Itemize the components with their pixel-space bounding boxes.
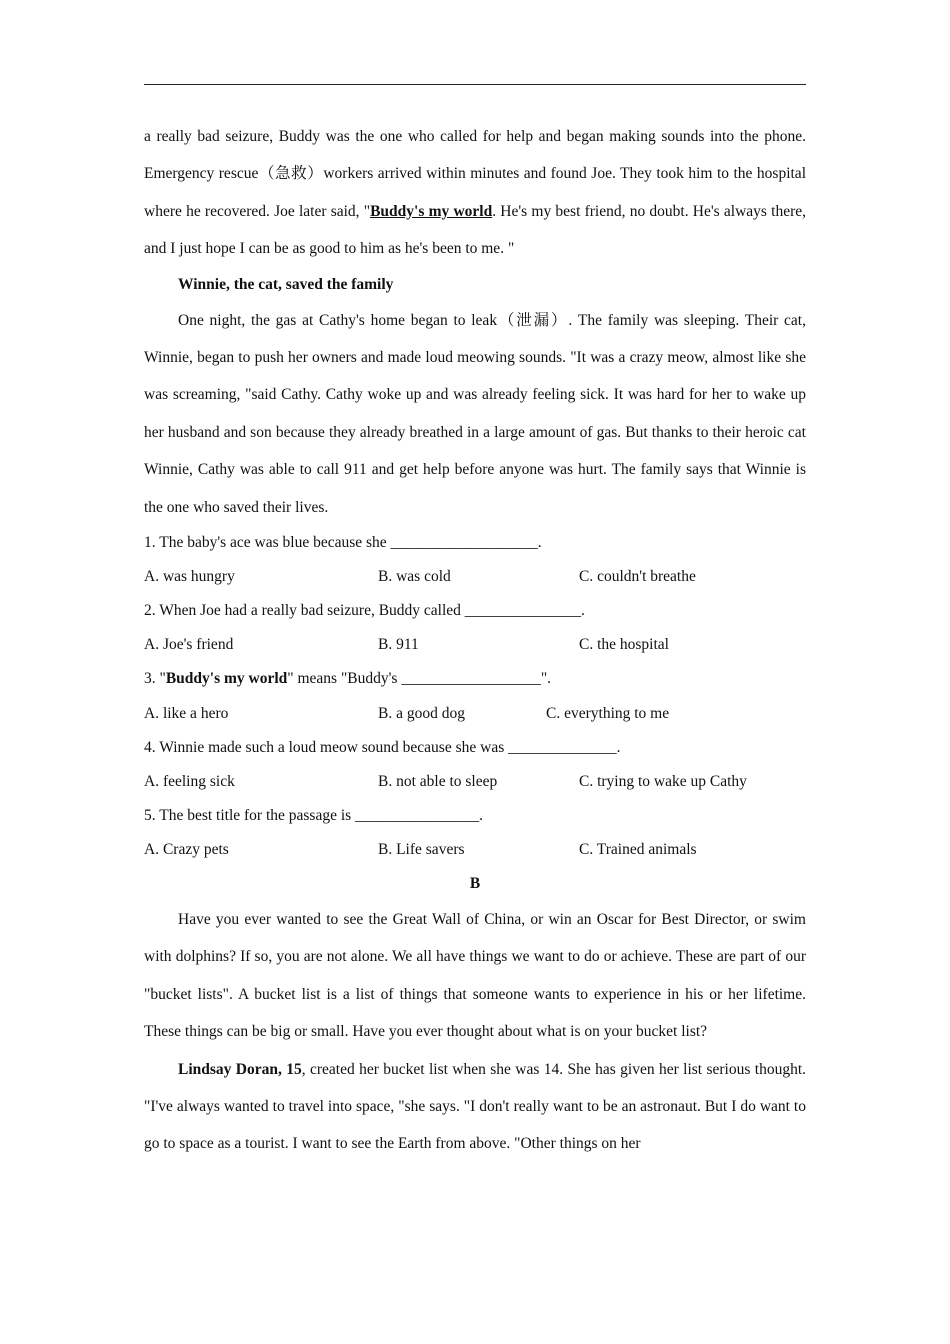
question-options xyxy=(144,628,806,662)
underlined-phrase: Buddy's my world xyxy=(370,202,493,220)
option-b: B. was cold xyxy=(378,568,451,586)
option-c: C. the hospital xyxy=(579,636,669,654)
option-b: B. Life savers xyxy=(378,840,465,858)
question-stem: 1. The baby's ace was blue because she ___________________. xyxy=(144,534,542,552)
option-c: C. couldn't breathe xyxy=(579,568,696,586)
section-heading: Winnie, the cat, saved the family xyxy=(178,275,394,293)
passage-b-paragraph-lindsay xyxy=(144,1051,806,1163)
option-a: A. Joe's friend xyxy=(144,636,234,654)
paragraph-text: . He's my best friend, no doubt. He's always there, and I just hope I can be as good to him as he's been to me. " xyxy=(144,202,807,258)
page-content xyxy=(144,118,806,1163)
question-options xyxy=(144,697,806,731)
section-letter: B xyxy=(469,875,481,892)
option-b: B. a good dog xyxy=(378,704,465,722)
question-stem xyxy=(144,662,806,696)
paragraph-text: a really bad seizure, Buddy was the one who called for help and began making sounds into the phone. Emergency rescue（急救）workers arrived within minutes and found Joe. They took him to the hospital where he recovered. Joe later said, " xyxy=(144,128,806,220)
person-name: Lindsay Doran, 15 xyxy=(178,1060,302,1078)
paragraph-text: , created her bucket list when she was 14. She has given her list serious thought. "I've always wanted to travel into space, "she says. "I don't really want to be an astronaut. But I do want to go to space as a tourist. I want to see the Earth from above. "Other things on her xyxy=(144,1060,806,1153)
question-stem-text: 3. " xyxy=(144,670,166,688)
question-stem: 4. Winnie made such a loud meow sound because she was ______________. xyxy=(144,738,621,756)
option-a: A. feeling sick xyxy=(144,772,235,790)
header-rule xyxy=(144,84,806,85)
question-options xyxy=(144,765,806,799)
question-options xyxy=(144,833,806,867)
option-a: A. Crazy pets xyxy=(144,840,229,858)
option-b: B. 911 xyxy=(378,636,419,654)
option-a: A. like a hero xyxy=(144,704,229,722)
quoted-phrase: Buddy's my world xyxy=(165,670,288,688)
passage-a-paragraph-winnie: One night, the gas at Cathy's home began to leak（泄漏）. The family was sleeping. Their cat, Winnie, began to push her owners and made loud meowing sounds. "It was a crazy meow, almost like she was screaming, "said Cathy. Cathy woke up and was already feeling sick. It was hard for her to wake up her husband and son because they already breathed in a large amount of gas. But thanks to their heroic cat Winnie, Cathy was able to call 911 and get help before anyone was hurt. The family says that Winnie is the one who saved their lives. xyxy=(144,311,806,516)
question-options xyxy=(144,560,806,594)
question-stem: 2. When Joe had a really bad seizure, Buddy called _______________. xyxy=(144,602,585,620)
option-b: B. not able to sleep xyxy=(378,772,498,790)
passage-b-paragraph-intro: Have you ever wanted to see the Great Wall of China, or win an Oscar for Best Director, or swim with dolphins? If so, you are not alone. We all have things we want to do or achieve. These are part of our "bucket lists". A bucket list is a list of things that someone wants to experience in his or her lifetime. These things can be big or small. Have you ever thought about what is on your bucket list? xyxy=(144,911,806,1041)
passage-a-paragraph-continued xyxy=(144,118,806,268)
question-stem-text: " means "Buddy's __________________". xyxy=(287,670,552,688)
option-a: A. was hungry xyxy=(144,568,235,586)
option-c: C. trying to wake up Cathy xyxy=(579,772,747,790)
option-c: C. Trained animals xyxy=(579,840,697,858)
option-c: C. everything to me xyxy=(546,704,670,722)
question-stem: 5. The best title for the passage is ________________. xyxy=(144,806,483,824)
